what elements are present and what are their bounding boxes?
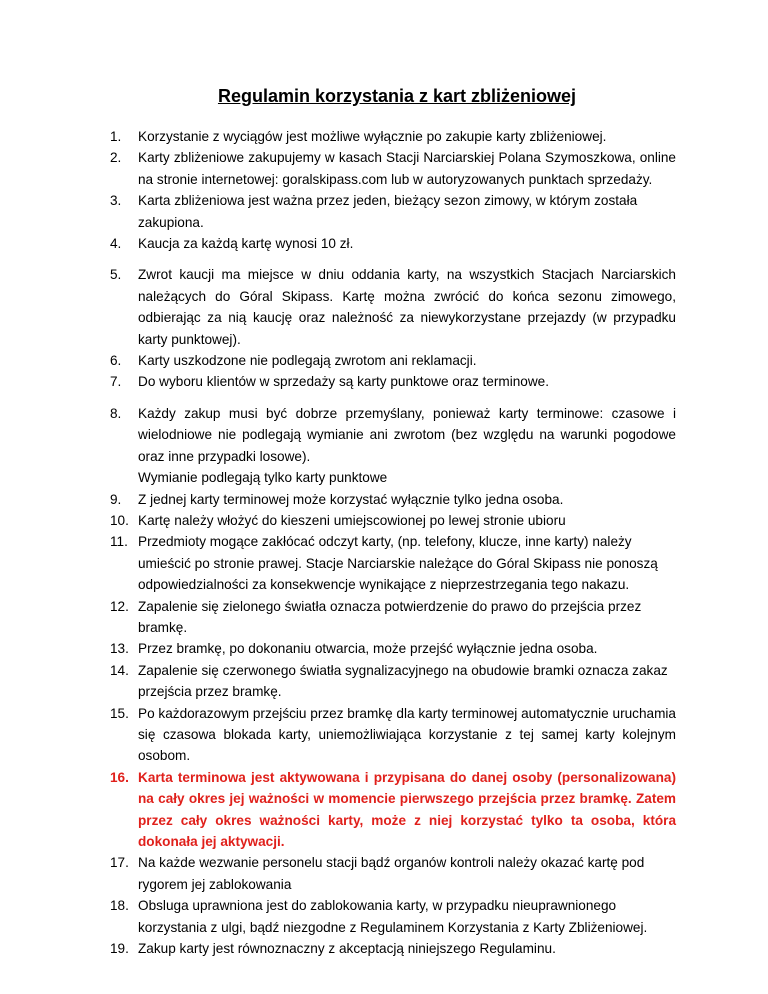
- list-item-text: Z jednej karty terminowej może korzystać wyłącznie tylko jedna osoba.: [138, 491, 564, 507]
- list-item-number: 13.: [110, 641, 129, 657]
- list-item-text: Każdy zakup musi być dobrze przemyślany, ponieważ karty terminowe: czasowe i wielodniowe nie podlegają wymianie ani zwrotom (bez względu na warunki pogodowe oraz inne przypadki losowe).: [138, 405, 676, 464]
- list-item-text: Karta zbliżeniowa jest ważna przez jeden, bieżący sezon zimowy, w którym została zakupiona.: [138, 193, 638, 230]
- list-item-text: Zapalenie się czerwonego światła sygnalizacyjnego na obudowie bramki oznacza zakaz przejścia przez bramkę.: [138, 662, 668, 700]
- list-item-text: Przedmioty mogące zakłócać odczyt karty, (np. telefony, klucze, inne karty) należy umieścić po stronie prawej. Stacje Narciarskie należące do Góral Skipass nie ponoszą odpowiedzialności za konsekwencje wynikające z nieprzestrzegania tego nakazu.: [138, 534, 658, 593]
- regulations-list: [110, 126, 676, 959]
- list-item-number: 8.: [110, 405, 122, 421]
- list-item: [110, 371, 676, 392]
- list-item-number: 9.: [110, 491, 122, 507]
- list-item-text: Kaucja za każdą kartę wynosi 10 zł.: [138, 236, 354, 252]
- list-item-number: 3.: [110, 193, 122, 209]
- list-item: [110, 660, 676, 703]
- list-item: [110, 126, 676, 147]
- list-item: [110, 596, 676, 639]
- list-item-number: 4.: [110, 236, 122, 252]
- list-item: [110, 638, 676, 659]
- list-item-text: Zwrot kaucji ma miejsce w dniu oddania karty, na wszystkich Stacjach Narciarskich należących do Góral Skipass. Kartę można zwrócić do końca sezonu zimowego, odbierając za nią kaucję oraz należność za niewykorzystane przejazdy (w przypadku karty punktowej).: [138, 267, 676, 347]
- list-item-text: Do wyboru klientów w sprzedaży są karty punktowe oraz terminowe.: [138, 374, 550, 390]
- list-item-number: 1.: [110, 129, 122, 144]
- list-item-number: 15.: [110, 705, 129, 721]
- document-title: Regulamin korzystania z kart zbliżeniowej: [217, 86, 577, 106]
- list-item-number: 10.: [110, 512, 129, 528]
- list-group: [110, 126, 676, 254]
- list-item-text: Po każdorazowym przejściu przez bramkę dla karty terminowej automatycznie uruchamia się czasowa blokada karty, uniemożliwiająca korzystanie z tej samej karty kolejnym osobom.: [138, 705, 676, 764]
- list-item: [110, 767, 676, 853]
- list-item-text: Na każde wezwanie personelu stacji bądź organów kontroli należy okazać kartę pod rygorem jej zablokowania: [138, 855, 645, 892]
- list-item-number: 7.: [110, 374, 122, 390]
- list-item: [110, 531, 676, 595]
- list-item: [110, 489, 676, 510]
- list-item: [110, 703, 676, 767]
- list-item-number: 18.: [110, 898, 129, 914]
- list-item-extra-text: Wymianie podlegają tylko karty punktowe: [138, 470, 388, 486]
- list-item-text: Kartę należy włożyć do kieszeni umiejscowionej po lewej stronie ubioru: [138, 512, 566, 528]
- list-item-text: Karty uszkodzone nie podlegają zwrotom ani reklamacji.: [138, 353, 477, 369]
- list-item-number: 14.: [110, 662, 129, 678]
- list-item-text: Przez bramkę, po dokonaniu otwarcia, może przejść wyłącznie jedna osoba.: [138, 641, 598, 657]
- list-item: [110, 852, 676, 895]
- list-item-text: Karty zbliżeniowe zakupujemy w kasach Stacji Narciarskiej Polana Szymoszkowa, online na stronie internetowej: goralskipass.com lub w autoryzowanych punktach sprzedaży.: [138, 150, 676, 187]
- list-item-text: Zakup karty jest równoznaczny z akceptacją niniejszego Regulaminu.: [138, 941, 556, 957]
- list-item: [110, 264, 676, 350]
- list-item-text: Korzystanie z wyciągów jest możliwe wyłącznie po zakupie karty zbliżeniowej.: [138, 129, 607, 144]
- list-item: [110, 895, 676, 938]
- list-item-text: Zapalenie się zielonego światła oznacza potwierdzenie do prawo do przejścia przez bramkę.: [138, 598, 642, 635]
- list-group: [110, 264, 676, 392]
- list-item: [110, 190, 676, 233]
- list-item-text: Karta terminowa jest aktywowana i przypisana do danej osoby (personalizowana) na cały okres jej ważności w momencie pierwszego przejścia przez bramkę. Zatem przez cały okres ważności karty, może z niej korzystać tylko ta osoba, która dokonała jej aktywacji.: [138, 769, 676, 849]
- list-item: [110, 350, 676, 371]
- list-group: [110, 403, 676, 960]
- list-item-number: 11.: [110, 534, 128, 550]
- list-item-number: 6.: [110, 353, 122, 369]
- list-item: [110, 938, 676, 959]
- list-item: [110, 233, 676, 254]
- list-item-text: Obsluga uprawniona jest do zablokowania karty, w przypadku nieuprawnionego korzystania z ulgi, bądź niezgodne z Regulaminem Korzystania z Karty Zbliżeniowej.: [138, 898, 648, 935]
- list-item: [110, 403, 676, 489]
- list-item-number: 19.: [110, 941, 129, 957]
- list-item-number: 16.: [110, 769, 129, 785]
- list-item-number: 12.: [110, 598, 129, 614]
- list-item-number: 17.: [110, 855, 129, 871]
- list-item-number: 2.: [110, 150, 122, 166]
- list-item-number: 5.: [110, 267, 122, 283]
- list-item: [110, 510, 676, 531]
- list-item: [110, 147, 676, 190]
